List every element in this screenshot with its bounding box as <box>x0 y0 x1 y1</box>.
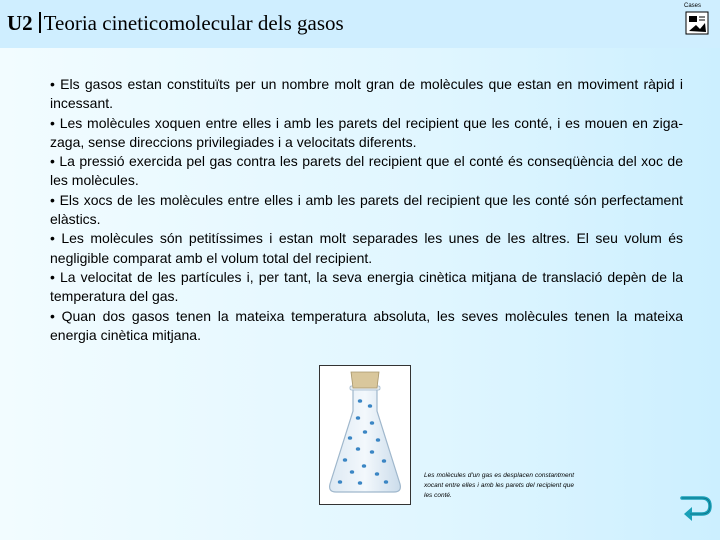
header-bar <box>0 0 720 48</box>
figure-caption: Les molècules d'un gas es desplacen constantment xocant entre elles i amb les parets del recipient que les conté. <box>424 472 574 499</box>
bullet-list <box>50 75 683 345</box>
flask-illustration <box>320 366 410 504</box>
unit-label: U2 <box>7 11 33 35</box>
logo-label: Cases <box>684 3 702 9</box>
bullet-point-2: • Les molècules xoquen entre elles i amb les parets del recipient que les conté, i es mouen en ziga-zaga, sense direccions privilegiades i a velocitats diferents. <box>50 114 683 150</box>
bullet-point-7: • Quan dos gasos tenen la mateixa temperatura absoluta, les seves molècules tenen la mateixa energia cinètica mitjana. <box>50 307 683 343</box>
title-text: Teoria cineticomolecular dels gasos <box>43 11 344 35</box>
page-title <box>7 11 344 36</box>
bullet-point-3: • La pressió exercida pel gas contra les parets del recipient que el conté és conseqüència del xoc de les molècules. <box>50 153 683 189</box>
title-divider <box>39 12 41 33</box>
flask-figure <box>319 365 411 505</box>
return-arrow-icon[interactable] <box>678 492 714 528</box>
document-logo-icon <box>684 4 712 36</box>
bullet-point-6: • La velocitat de les partícules i, per tant, la seva energia cinètica mitjana de translació depèn de la temperatura del gas. <box>50 268 683 305</box>
flask-stopper <box>351 372 379 388</box>
bullet-point-5: • Les molècules són petitíssimes i estan molt separades les unes de les altres. El seu volum és negligible comparat amb el volum total del recipient. <box>50 230 683 266</box>
bullet-point-1: • Els gasos estan constituïts per un nombre molt gran de molècules que estan en moviment ràpid i incessant. <box>50 76 683 112</box>
flask-glass <box>330 388 401 492</box>
bullet-point-4: • Els xocs de les molècules entre elles i amb les parets del recipient que les conté són perfectament elàstics. <box>50 191 683 228</box>
